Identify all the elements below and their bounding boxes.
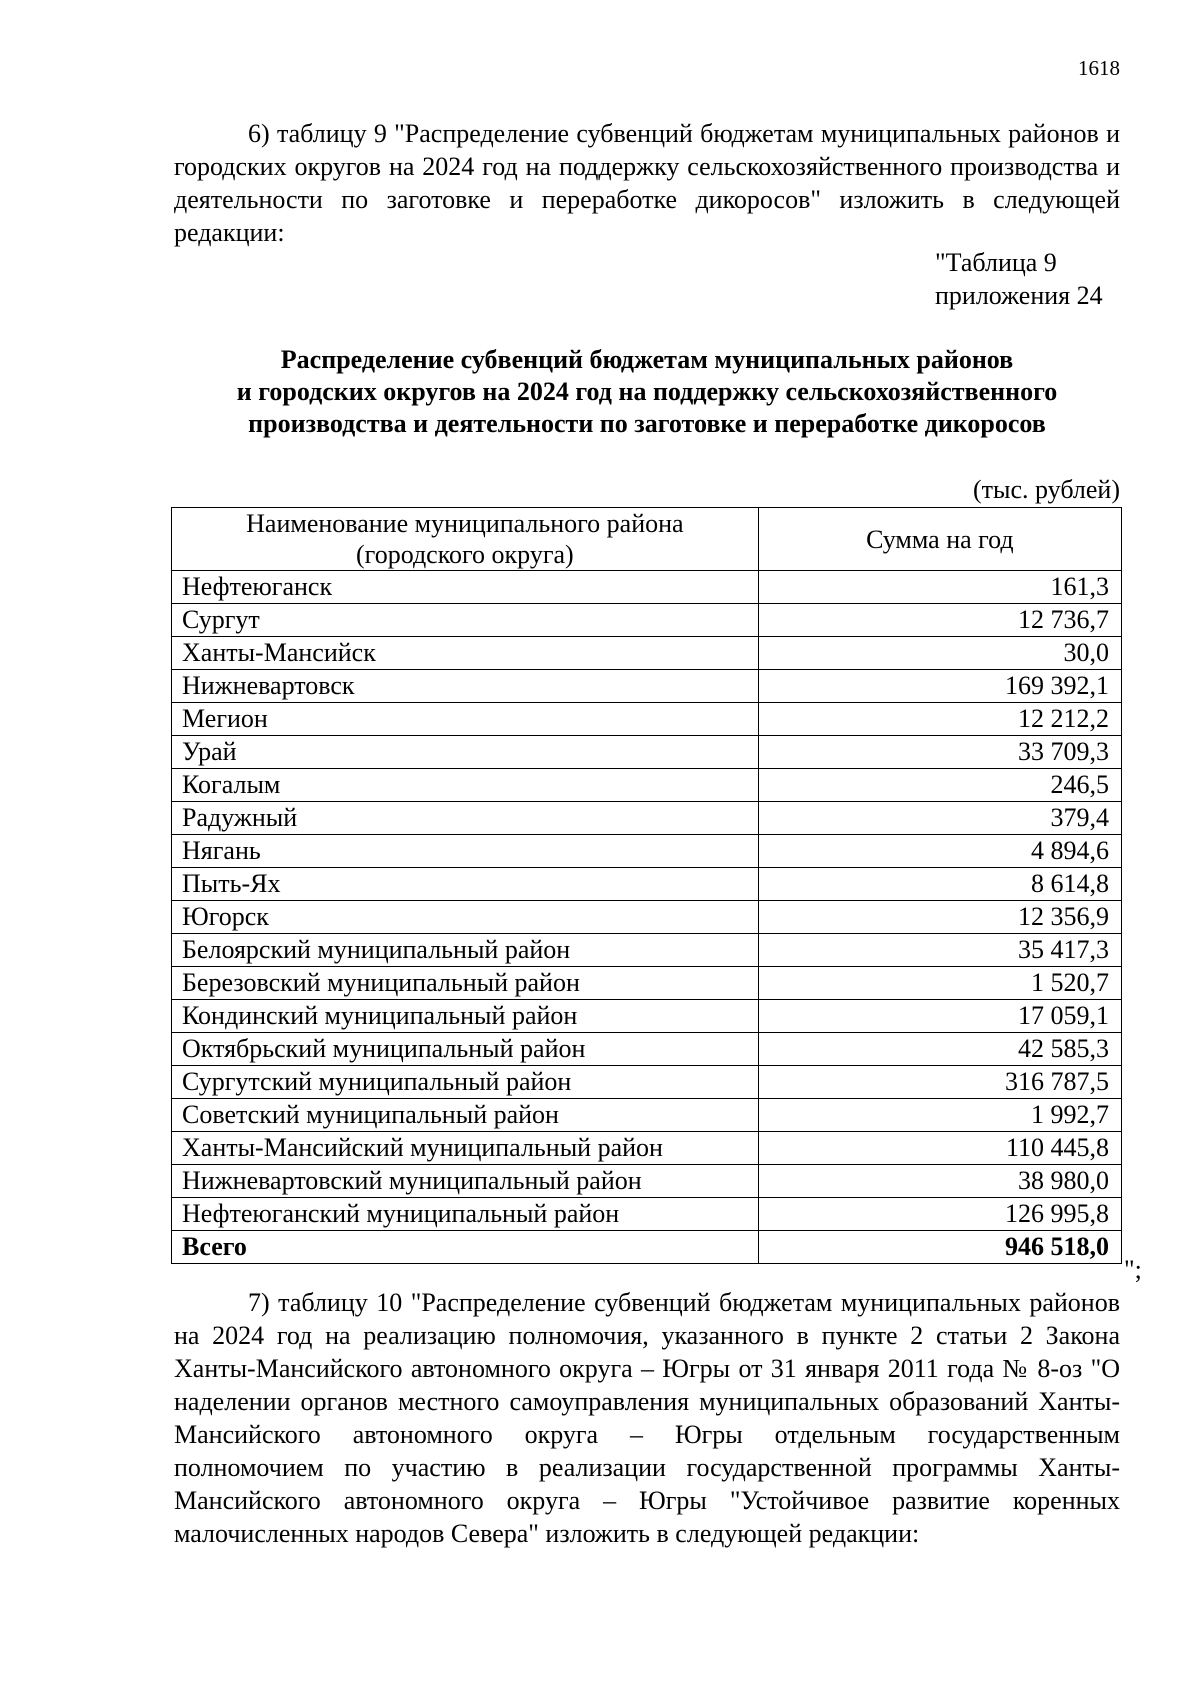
municipality-name: Советский муниципальный район (172, 1099, 759, 1132)
paragraph-item-7: 7) таблицу 10 "Распределение субвенций бюджетам муниципальных районов на 2024 год на реализацию полномочия, указанного в пункте 2 статьи 2 Закона Ханты-Мансийского автономного округа – Югры от 31 января 2011 года № 8-оз "О наделении органов местного самоуправления муниципальных образований Ханты-Мансийского автономного округа – Югры отдельным государственным полномочием по участию в реализации государственной программы Ханты-Мансийского автономного округа – Югры "Устойчивое развитие коренных малочисленных народов Севера" изложить в следующей редакции: (174, 1288, 1120, 1548)
annual-sum-value: 169 392,1 (758, 670, 1121, 703)
closing-quote-mark: "; (1124, 1255, 1142, 1284)
table-row (172, 802, 1122, 835)
municipality-name: Нижневартовский муниципальный район (172, 1165, 759, 1198)
annual-sum-value: 30,0 (758, 637, 1121, 670)
municipality-name: Урай (172, 736, 759, 769)
municipality-name: Сургутский муниципальный район (172, 1066, 759, 1099)
table-row (172, 901, 1122, 934)
annual-sum-value: 1 520,7 (758, 967, 1121, 1000)
header-municipality-line-2: (городского округа) (356, 540, 574, 569)
municipality-name: Радужный (172, 802, 759, 835)
total-label: Всего (172, 1231, 759, 1264)
annual-sum-value: 17 059,1 (758, 1000, 1121, 1033)
units-label: (тыс. рублей) (972, 475, 1120, 504)
table-title-line-1: Распределение субвенций бюджетам муниципальных районов (280, 345, 1014, 374)
page-number: 1618 (1078, 56, 1120, 80)
paragraph-item-6: 6) таблицу 9 "Распределение субвенций бюджетам муниципальных районов и городских округов на 2024 год на поддержку сельскохозяйственного производства и деятельности по заготовке и переработке дикоросов" изложить в следующей редакции: (174, 119, 1120, 247)
table-row (172, 1099, 1122, 1132)
table-total-row (172, 1231, 1122, 1264)
municipality-name: Нижневартовск (172, 670, 759, 703)
table-row (172, 1165, 1122, 1198)
municipality-name: Сургут (172, 604, 759, 637)
table-title (174, 344, 1120, 440)
header-municipality-line-1: Наименование муниципального района (246, 509, 684, 538)
municipality-name: Белоярский муниципальный район (172, 934, 759, 967)
caption-appendix-number: приложения 24 (935, 281, 1103, 310)
municipality-name: Нефтеюганский муниципальный район (172, 1198, 759, 1231)
municipality-name: Березовский муниципальный район (172, 967, 759, 1000)
table-title-line-2: и городских округов на 2024 год на поддержку сельскохозяйственного (236, 377, 1058, 406)
table-row (172, 1132, 1122, 1165)
table-row (172, 868, 1122, 901)
table-row (172, 1066, 1122, 1099)
subvention-table (171, 507, 1122, 1264)
table-row (172, 1198, 1122, 1231)
annual-sum-value: 379,4 (758, 802, 1121, 835)
table-row (172, 571, 1122, 604)
annual-sum-value: 35 417,3 (758, 934, 1121, 967)
table-row (172, 1033, 1122, 1066)
table-row (172, 769, 1122, 802)
table-row (172, 934, 1122, 967)
annual-sum-value: 161,3 (758, 571, 1121, 604)
annual-sum-value: 8 614,8 (758, 868, 1121, 901)
caption-table-number: "Таблица 9 (935, 248, 1057, 277)
municipality-name: Нефтеюганск (172, 571, 759, 604)
annual-sum-value: 126 995,8 (758, 1198, 1121, 1231)
municipality-name: Югорск (172, 901, 759, 934)
annual-sum-value: 246,5 (758, 769, 1121, 802)
header-annual-sum: Сумма на год (758, 508, 1121, 571)
table-header-row (172, 508, 1122, 571)
annual-sum-value: 12 212,2 (758, 703, 1121, 736)
municipality-name: Пыть-Ях (172, 868, 759, 901)
table-row (172, 967, 1122, 1000)
municipality-name: Ханты-Мансийский муниципальный район (172, 1132, 759, 1165)
annual-sum-value: 12 356,9 (758, 901, 1121, 934)
annual-sum-value: 110 445,8 (758, 1132, 1121, 1165)
municipality-name: Октябрьский муниципальный район (172, 1033, 759, 1066)
table-row (172, 1000, 1122, 1033)
total-value: 946 518,0 (758, 1231, 1121, 1264)
annual-sum-value: 4 894,6 (758, 835, 1121, 868)
municipality-name: Когалым (172, 769, 759, 802)
municipality-name: Ханты-Мансийск (172, 637, 759, 670)
municipality-name: Мегион (172, 703, 759, 736)
annual-sum-value: 42 585,3 (758, 1033, 1121, 1066)
annual-sum-value: 33 709,3 (758, 736, 1121, 769)
annual-sum-value: 316 787,5 (758, 1066, 1121, 1099)
table-row (172, 604, 1122, 637)
table-row (172, 670, 1122, 703)
table-title-line-3: производства и деятельности по заготовке и переработке дикоросов (248, 409, 1046, 438)
table-body (172, 571, 1122, 1231)
annual-sum-value: 1 992,7 (758, 1099, 1121, 1132)
table-row (172, 835, 1122, 868)
table-row (172, 637, 1122, 670)
municipality-name: Нягань (172, 835, 759, 868)
header-municipality (172, 508, 759, 571)
annual-sum-value: 38 980,0 (758, 1165, 1121, 1198)
municipality-name: Кондинский муниципальный район (172, 1000, 759, 1033)
table-row (172, 703, 1122, 736)
table-row (172, 736, 1122, 769)
annual-sum-value: 12 736,7 (758, 604, 1121, 637)
table-caption (935, 246, 1103, 312)
